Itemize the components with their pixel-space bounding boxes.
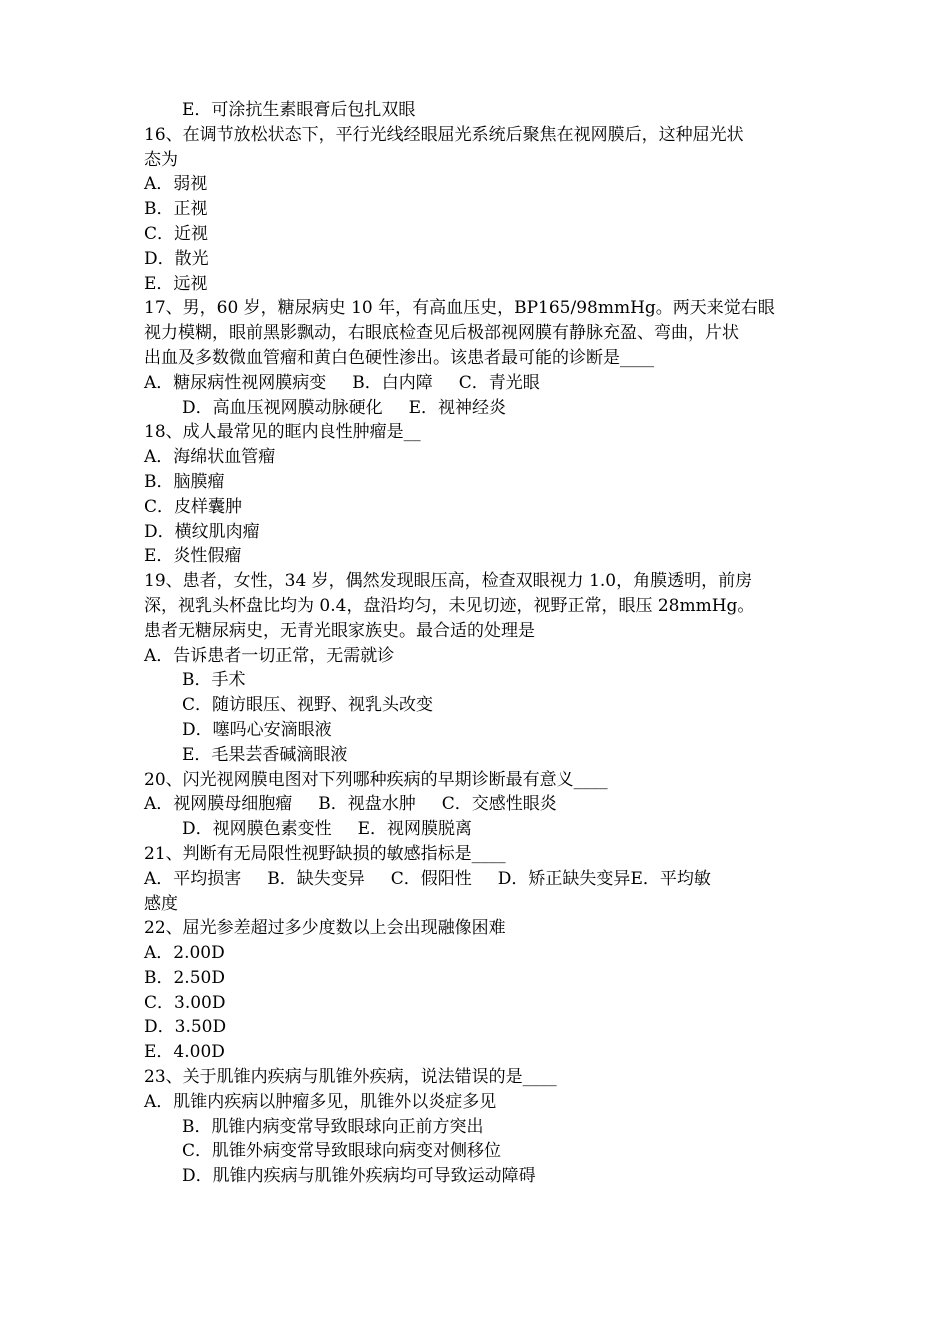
q16-option-a: A．弱视 — [144, 174, 208, 195]
q23-option-a: A．肌锥内疾病以肿瘤多见，肌锥外以炎症多见 — [144, 1091, 497, 1112]
q17-option-d: D．高血压视网膜动脉硬化 — [182, 397, 383, 418]
q19-option-b: B．手术 — [182, 670, 246, 691]
q21-stem: 21、判断有无局限性视野缺损的敏感指标是____ — [144, 843, 506, 864]
q17-stem-line3: 出血及多数微血管瘤和黄白色硬性渗出。该患者最可能的诊断是____ — [144, 347, 654, 368]
q20-options-row2 — [144, 817, 824, 842]
q23-option-d: D．肌锥内疾病与肌锥外疾病均可导致运动障碍 — [182, 1166, 536, 1187]
q19-option-e: E．毛果芸香碱滴眼液 — [182, 744, 348, 765]
q17-option-e: E．视神经炎 — [408, 397, 507, 418]
q19-option-d: D．噻吗心安滴眼液 — [182, 719, 332, 740]
q23-option-b: B．肌锥内病变常导致眼球向正前方突出 — [182, 1116, 484, 1137]
q17-options-row2 — [144, 396, 824, 421]
q18-option-b: B．脑膜瘤 — [144, 471, 225, 492]
q20-options-row1 — [144, 792, 824, 817]
q21-option-c: C．假阳性 — [390, 868, 472, 889]
document-body — [144, 98, 824, 1189]
q21-option-b: B．缺失变异 — [267, 868, 365, 889]
q20-option-b: B．视盘水肿 — [318, 794, 416, 815]
q17-option-b: B．白内障 — [352, 372, 433, 393]
q16-option-d: D．散光 — [144, 248, 209, 269]
q18-stem: 18、成人最常见的眶内良性肿瘤是__ — [144, 422, 421, 443]
q19-option-a: A．告诉患者一切正常，无需就诊 — [144, 645, 395, 666]
q20-stem: 20、闪光视网膜电图对下列哪种疾病的早期诊断最有意义____ — [144, 769, 608, 790]
q22-option-a: A．2.00D — [144, 943, 225, 964]
q17-stem-line2: 视力模糊，眼前黑影飘动，右眼底检查见后极部视网膜有静脉充盈、弯曲，片状 — [144, 323, 739, 344]
q21-option-a: A．平均损害 — [144, 868, 242, 889]
q19-stem-line1: 19、患者，女性，34 岁，偶然发现眼压高，检查双眼视力 1.0，角膜透明，前房 — [144, 571, 753, 592]
q21-option-d: D．矫正缺失变异 — [497, 868, 631, 889]
q19-stem-line2: 深，视乳头杯盘比均为 0.4，盘沿均匀，未见切迹，视野正常，眼压 28mmHg。 — [144, 595, 755, 616]
q23-option-c: C．肌锥外病变常导致眼球向病变对侧移位 — [182, 1141, 502, 1162]
q22-option-e: E．4.00D — [144, 1042, 225, 1063]
q16-stem-line1: 16、在调节放松状态下，平行光线经眼屈光系统后聚焦在视网膜后，这种屈光状 — [144, 124, 744, 145]
q18-option-a: A．海绵状血管瘤 — [144, 447, 276, 468]
q21-options-row1 — [144, 867, 824, 892]
q22-option-d: D．3.50D — [144, 1017, 227, 1038]
q19-stem-line3: 患者无糖尿病史，无青光眼家族史。最合适的处理是 — [144, 620, 535, 641]
q16-option-c: C．近视 — [144, 223, 209, 244]
q19-option-c: C．随访眼压、视野、视乳头改变 — [182, 695, 434, 716]
q20-option-d: D．视网膜色素变性 — [182, 819, 332, 840]
q18-option-d: D．横纹肌肉瘤 — [144, 521, 260, 542]
q18-option-e: E．炎性假瘤 — [144, 546, 242, 567]
q17-option-a: A．糖尿病性视网膜病变 — [144, 372, 327, 393]
q20-option-a: A．视网膜母细胞瘤 — [144, 794, 293, 815]
q17-stem-line1: 17、男，60 岁，糖尿病史 10 年，有高血压史，BP165/98mmHg。两天来觉右眼 — [144, 298, 775, 319]
q16-stem-line2: 态为 — [144, 149, 178, 170]
q17-option-c: C．青光眼 — [458, 372, 540, 393]
q20-option-c: C．交感性眼炎 — [441, 794, 557, 815]
q20-option-e: E．视网膜脱离 — [357, 819, 473, 840]
q22-option-b: B．2.50D — [144, 967, 225, 988]
q22-stem: 22、屈光参差超过多少度数以上会出现融像困难 — [144, 918, 506, 939]
q15-option-e: E．可涂抗生素眼膏后包扎双眼 — [182, 100, 416, 120]
q17-options-row1 — [144, 371, 824, 396]
q18-option-c: C．皮样囊肿 — [144, 496, 243, 517]
q21-option-e-part2: 感度 — [144, 893, 178, 914]
q16-option-e: E．远视 — [144, 273, 208, 294]
q16-option-b: B．正视 — [144, 199, 208, 220]
q22-option-c: C．3.00D — [144, 992, 226, 1013]
q21-option-e-part1: E．平均敏 — [630, 868, 711, 889]
q23-stem: 23、关于肌锥内疾病与肌锥外疾病，说法错误的是____ — [144, 1067, 557, 1088]
